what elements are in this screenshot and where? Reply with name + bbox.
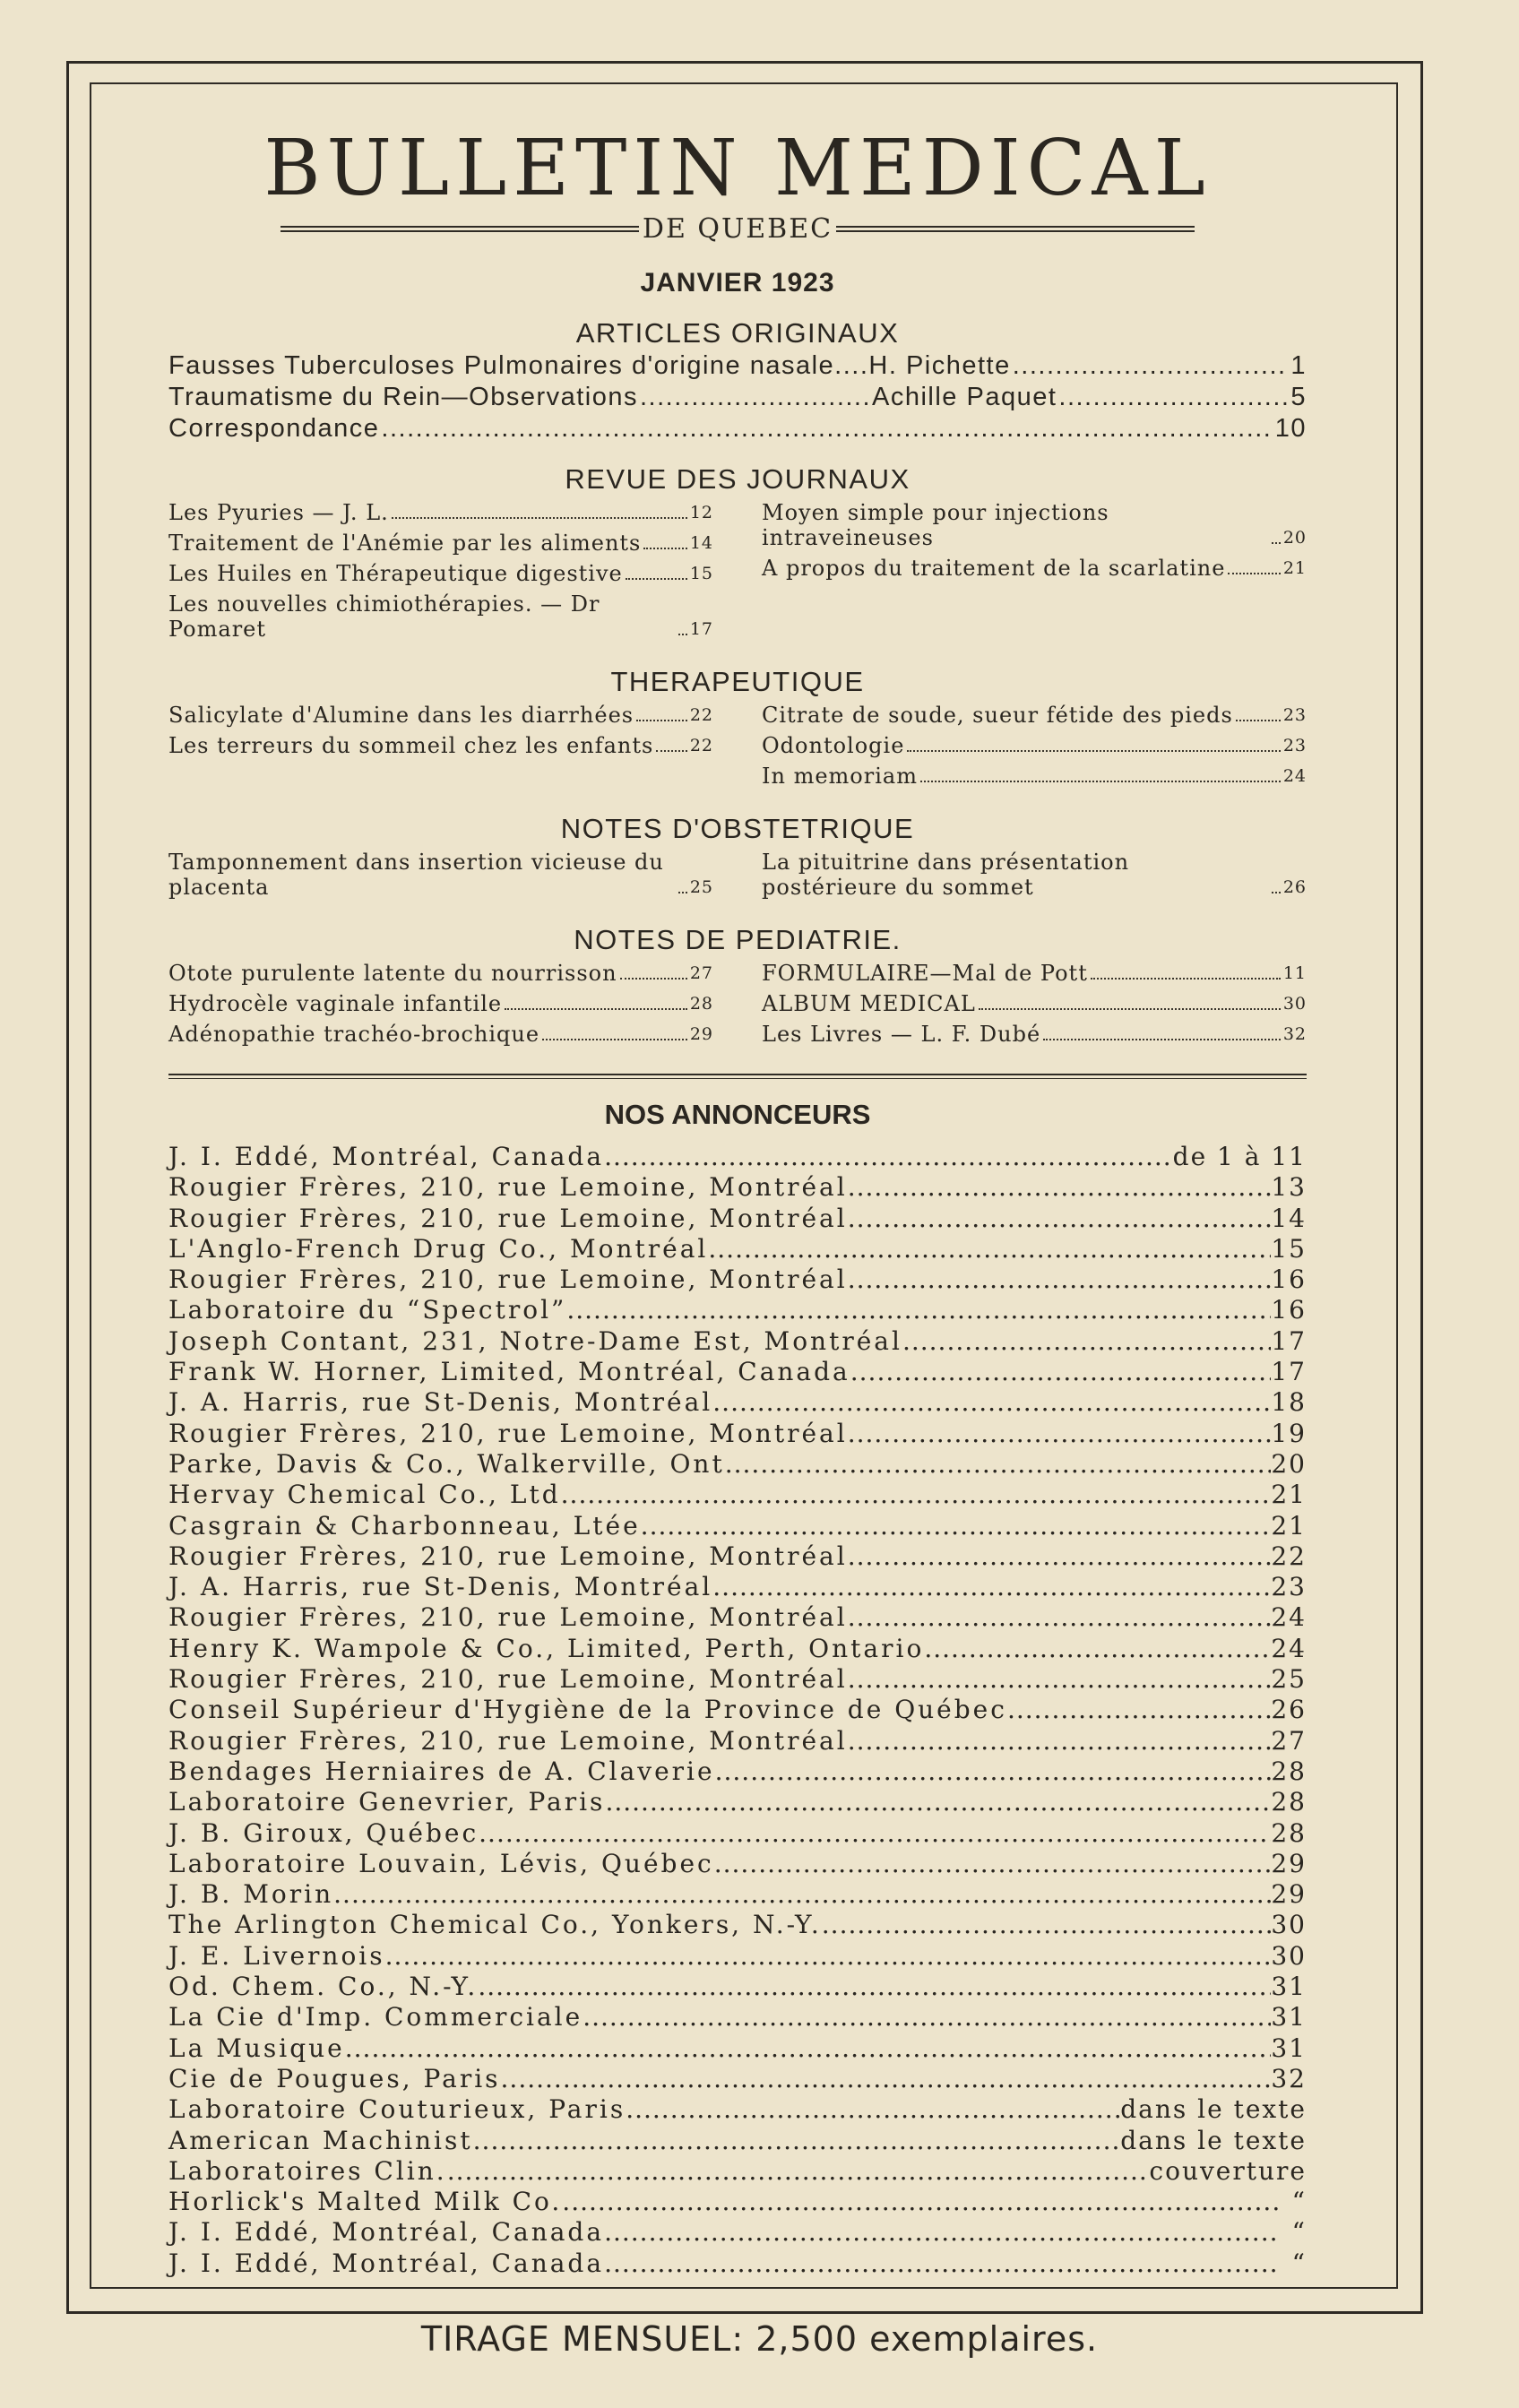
advertiser-page: 29 (1271, 1848, 1307, 1878)
advertiser-name: Laboratoires Clin. (168, 2155, 447, 2186)
advertiser-name: J. I. Eddé, Montréal, Canada (168, 2217, 605, 2248)
dot-leader (620, 978, 687, 980)
advertiser-page: “ (1291, 2187, 1307, 2217)
toc-entry (168, 1022, 713, 1047)
toc-entry (168, 413, 1307, 444)
entry-page: 26 (1282, 877, 1307, 897)
advertiser-entry (168, 1849, 1307, 1879)
advertiser-name: J. I. Eddé, Montréal, Canada (168, 2248, 605, 2278)
section-articles-heading: ARTICLES ORIGINAUX (575, 317, 900, 349)
advertiser-entry (168, 1634, 1307, 1664)
advertiser-name: Rougier Frères, 210, rue Lemoine, Montréal (168, 1264, 848, 1295)
dot-leader (562, 2187, 1280, 2217)
entry-title: Les Huiles en Thérapeutique digestive (168, 561, 623, 586)
toc-entry (762, 703, 1307, 728)
entry-page: 24 (1282, 766, 1307, 786)
rule-right (836, 226, 1195, 232)
subtitle-row (168, 213, 1307, 245)
dot-leader (848, 1419, 1272, 1449)
section-divider (168, 1074, 1307, 1079)
advertiser-page: 21 (1271, 1480, 1307, 1510)
toc-entry (762, 556, 1307, 581)
entry-title: Les Pyuries — J. L. (168, 500, 389, 525)
dot-leader (1236, 720, 1281, 721)
dot-leader (1058, 382, 1289, 413)
dot-leader (848, 1664, 1272, 1695)
advertiser-entry (168, 1726, 1307, 1756)
section-pediatrie-heading: NOTES DE PEDIATRIE. (574, 924, 902, 955)
entry-page: 22 (689, 705, 713, 725)
advertiser-page: 18 (1271, 1387, 1307, 1418)
advertiser-name: Laboratoire Genevrier, Paris (168, 1787, 606, 1817)
advertiser-entry (168, 1357, 1307, 1387)
dot-leader (640, 382, 870, 413)
entry-title: Otote purulente latente du nourrisson (168, 961, 617, 986)
entry-page: 1 (1290, 351, 1307, 380)
dot-leader (636, 720, 687, 721)
advertiser-name: Rougier Frères, 210, rue Lemoine, Montréal (168, 1725, 848, 1756)
annonceurs-heading: NOS ANNONCEURS (604, 1099, 871, 1130)
advertiser-entry (168, 2033, 1307, 2064)
advertiser-entry (168, 1818, 1307, 1849)
entry-title: Les nouvelles chimiothérapies. — Dr Pomaret (168, 591, 600, 642)
advertiser-entry (168, 1572, 1307, 1602)
pediatrie-right-column (762, 961, 1307, 1052)
advertiser-name: L'Anglo-French Drug Co., Montréal (168, 1233, 709, 1264)
advertiser-page: 22 (1271, 1541, 1307, 1571)
dot-leader (381, 413, 1273, 444)
advertiser-page: 23 (1271, 1572, 1307, 1602)
advertiser-page: 20 (1271, 1448, 1307, 1479)
advertiser-name: Laboratoire Louvain, Lévis, Québec (168, 1848, 714, 1878)
advertiser-name: Joseph Contant, 231, Notre-Dame Est, Montréal (168, 1325, 902, 1356)
therapeutique-right-column (762, 703, 1307, 794)
dot-leader (473, 2126, 1121, 2156)
toc-entry (762, 733, 1307, 758)
advertiser-entry (168, 2002, 1307, 2033)
advertiser-name: Rougier Frères, 210, rue Lemoine, Montréal (168, 1203, 848, 1233)
advertiser-entry (168, 1326, 1307, 1357)
entry-title: Odontologie (762, 733, 905, 758)
entry-title: Les terreurs du sommeil chez les enfants (168, 733, 654, 758)
entry-title: Correspondance (168, 414, 380, 443)
dot-leader (848, 1541, 1272, 1572)
advertiser-entry (168, 2217, 1307, 2248)
entry-page: 22 (689, 736, 713, 755)
advertiser-page: 24 (1271, 1602, 1307, 1633)
advertiser-entry (168, 1234, 1307, 1264)
articles-list (168, 350, 1307, 444)
advertiser-entry (168, 1941, 1307, 1972)
advertiser-name: Rougier Frères, 210, rue Lemoine, Montréal (168, 1172, 848, 1203)
revue-left-column (168, 500, 713, 647)
advertiser-entry (168, 1756, 1307, 1787)
dot-leader (643, 548, 686, 549)
advertiser-name: Horlick's Malted Milk Co. (168, 2187, 563, 2217)
advertiser-page: “ (1291, 2248, 1307, 2278)
entry-title: ALBUM MEDICAL (762, 991, 976, 1016)
advertiser-entry (168, 1511, 1307, 1541)
advertiser-page: de 1 à 11 (1172, 1142, 1307, 1171)
advertiser-name: Rougier Frères, 210, rue Lemoine, Montréal (168, 1541, 848, 1571)
dot-leader (1228, 573, 1280, 574)
annonceurs-list (168, 1142, 1307, 2279)
advertiser-entry (168, 1787, 1307, 1817)
entry-title: Les Livres — L. F. Dubé (762, 1022, 1041, 1047)
dot-leader (478, 1972, 1271, 2002)
dot-leader (604, 2248, 1280, 2279)
pediatrie-columns (168, 961, 1307, 1052)
obstetrique-left-column (168, 850, 713, 905)
toc-entry (762, 1022, 1307, 1047)
dot-leader (848, 1204, 1272, 1234)
dot-leader (848, 1264, 1272, 1295)
entry-page: 20 (1282, 528, 1307, 548)
dot-leader (907, 750, 1280, 752)
entry-page: 32 (1282, 1024, 1307, 1044)
advertiser-name: Laboratoire Couturieux, Paris (168, 2094, 626, 2125)
dot-leader (385, 1941, 1272, 1972)
dot-leader (333, 1879, 1271, 1910)
advertiser-page: 28 (1271, 1787, 1307, 1817)
dot-leader (583, 2002, 1271, 2033)
advertiser-name: J. B. Morin (168, 1879, 334, 1910)
advertiser-name: La Cie d'Imp. Commerciale (168, 2002, 583, 2033)
dot-leader (822, 1910, 1272, 1940)
dot-leader (850, 1357, 1272, 1387)
advertiser-page: 24 (1271, 1633, 1307, 1663)
dot-leader (1272, 542, 1281, 544)
dot-leader (641, 1511, 1272, 1541)
publication-subtitle: DE QUEBEC (642, 213, 833, 245)
advertiser-name: Hervay Chemical Co., Ltd (168, 1480, 561, 1510)
advertiser-name: J. E. Livernois (168, 1940, 385, 1971)
advertiser-page: dans le texte (1120, 2094, 1307, 2125)
dot-leader (848, 1172, 1272, 1203)
therapeutique-columns (168, 703, 1307, 794)
entry-page: 23 (1282, 736, 1307, 755)
dot-leader (902, 1326, 1271, 1357)
advertiser-name: Conseil Supérieur d'Hygiène de la Province de Québec (168, 1695, 1007, 1725)
advertiser-entry (168, 2126, 1307, 2156)
dot-leader (712, 1387, 1271, 1418)
entry-page: 15 (689, 564, 713, 583)
entry-page: 10 (1274, 414, 1307, 443)
entry-page: 12 (689, 503, 713, 522)
advertiser-entry (168, 1664, 1307, 1695)
advertiser-name: Rougier Frères, 210, rue Lemoine, Montréal (168, 1664, 848, 1695)
advertiser-page: 15 (1271, 1233, 1307, 1264)
dot-leader (626, 578, 687, 580)
advertiser-page: 28 (1271, 1817, 1307, 1848)
dot-leader (1091, 978, 1281, 980)
therapeutique-left-column (168, 703, 713, 794)
revue-right-column (762, 500, 1307, 647)
advertiser-name: Cie de Pougues, Paris (168, 2063, 501, 2093)
advertiser-entry (168, 1387, 1307, 1418)
entry-title: Fausses Tuberculoses Pulmonaires d'origine nasale....H. Pichette (168, 351, 1011, 380)
entry-title: Citrate de soude, sueur fétide des pieds (762, 703, 1233, 728)
advertiser-entry (168, 1142, 1307, 1172)
entry-title: Hydrocèle vaginale infantile (168, 991, 503, 1016)
dot-leader (656, 750, 686, 752)
entry-title: Salicylate d'Alumine dans les diarrhées (168, 703, 634, 728)
dot-leader (604, 2217, 1280, 2248)
toc-entry (762, 764, 1307, 789)
dot-leader (561, 1480, 1272, 1510)
advertiser-entry (168, 1480, 1307, 1510)
entry-title: Traitement de l'Anémie par les aliments (168, 531, 642, 556)
dot-leader (604, 1142, 1173, 1172)
dot-leader (678, 892, 687, 893)
advertiser-page: dans le texte (1120, 2125, 1307, 2155)
toc-entry (168, 382, 1307, 413)
dot-leader (714, 1849, 1272, 1879)
advertiser-page: 32 (1271, 2063, 1307, 2093)
advertiser-entry (168, 1204, 1307, 1234)
advertiser-name: Frank W. Horner, Limited, Montréal, Canada (168, 1357, 850, 1387)
advertiser-entry (168, 2156, 1307, 2187)
entry-page: 23 (1282, 705, 1307, 725)
toc-entry (168, 591, 713, 642)
entry-page: 30 (1282, 994, 1307, 1014)
issue-date: JANVIER 1923 (640, 268, 835, 298)
advertiser-name: Bendages Herniaires de A. Claverie (168, 1756, 715, 1786)
advertiser-name: J. I. Eddé, Montréal, Canada (168, 1142, 605, 1171)
toc-entry (168, 961, 713, 986)
entry-title: Traumatisme du Rein—Observations (168, 383, 638, 411)
dot-leader (505, 1008, 687, 1010)
advertiser-page: 19 (1271, 1418, 1307, 1448)
toc-entry (168, 703, 713, 728)
advertiser-name: Od. Chem. Co., N.-Y. (168, 1972, 479, 2002)
section-obstetrique-heading: NOTES D'OBSTETRIQUE (560, 813, 915, 844)
entry-title: Moyen simple pour injections intraveineuses (762, 500, 1109, 550)
advertiser-page: 17 (1271, 1357, 1307, 1387)
dot-leader (447, 2156, 1150, 2187)
advertiser-entry (168, 1541, 1307, 1572)
advertiser-page: 21 (1271, 1510, 1307, 1541)
advertiser-name: J. A. Harris, rue St-Denis, Montréal (168, 1387, 713, 1418)
advertiser-entry (168, 1264, 1307, 1295)
advertiser-name: American Machinist (168, 2125, 473, 2155)
advertiser-entry (168, 1910, 1307, 1940)
dot-leader (479, 1818, 1271, 1849)
advertiser-page: 25 (1271, 1664, 1307, 1695)
advertiser-entry (168, 1449, 1307, 1480)
toc-entry (168, 500, 713, 525)
advertiser-name: Casgrain & Charbonneau, Ltée (168, 1510, 641, 1541)
dot-leader (501, 2064, 1272, 2094)
advertiser-page: 16 (1271, 1264, 1307, 1295)
advertiser-entry (168, 2064, 1307, 2094)
advertiser-page: 14 (1271, 1203, 1307, 1233)
dot-leader (1272, 892, 1281, 893)
advertiser-page: 29 (1271, 1879, 1307, 1910)
dot-leader (1043, 1039, 1281, 1040)
advertiser-page: “ (1291, 2217, 1307, 2248)
advertiser-name: J. A. Harris, rue St-Denis, Montréal (168, 1572, 713, 1602)
print-run-footer: TIRAGE MENSUEL: 2,500 exemplaires. (420, 2319, 1099, 2359)
dot-leader (605, 1787, 1271, 1817)
publication-title: BULLETIN MEDICAL (263, 124, 1212, 213)
page-content (168, 125, 1307, 2279)
toc-entry (762, 961, 1307, 986)
advertiser-name: Rougier Frères, 210, rue Lemoine, Montréal (168, 1418, 848, 1448)
advertiser-page: 28 (1271, 1756, 1307, 1786)
toc-entry (762, 991, 1307, 1016)
dot-leader (678, 634, 687, 635)
entry-title: A propos du traitement de la scarlatine (762, 556, 1226, 581)
advertiser-page: 30 (1271, 1910, 1307, 1940)
advertiser-entry (168, 1972, 1307, 2002)
entry-page: 14 (689, 533, 713, 553)
entry-page: 27 (689, 963, 713, 983)
dot-leader (924, 1634, 1271, 1664)
advertiser-page: 31 (1271, 1972, 1307, 2002)
pediatrie-left-column (168, 961, 713, 1052)
dot-leader (345, 2033, 1272, 2064)
dot-leader (979, 1008, 1281, 1010)
entry-title: La pituitrine dans présentation postérieure du sommet (762, 850, 1130, 900)
dot-leader (708, 1234, 1271, 1264)
toc-entry (168, 991, 713, 1016)
advertiser-entry (168, 1602, 1307, 1633)
entry-page: 29 (689, 1024, 713, 1044)
dot-leader (712, 1572, 1271, 1602)
obstetrique-right-column (762, 850, 1307, 905)
toc-entry (168, 733, 713, 758)
advertiser-entry (168, 2094, 1307, 2125)
entry-page: 25 (689, 877, 713, 897)
entry-page: 5 (1290, 383, 1308, 411)
advertiser-name: Rougier Frères, 210, rue Lemoine, Montréal (168, 1602, 848, 1633)
toc-entry (168, 531, 713, 556)
toc-entry (168, 350, 1307, 382)
entry-title: In memoriam (762, 764, 918, 789)
dot-leader (566, 1295, 1271, 1325)
dot-leader (542, 1039, 687, 1040)
advertiser-page: 17 (1271, 1325, 1307, 1356)
entry-page: 21 (1282, 558, 1307, 578)
obstetrique-columns (168, 850, 1307, 905)
advertiser-name: Parke, Davis & Co., Walkerville, Ont (168, 1448, 725, 1479)
advertiser-page: 13 (1271, 1172, 1307, 1203)
advertiser-name: La Musique (168, 2033, 345, 2063)
entry-page: 28 (689, 994, 713, 1014)
entry-title: FORMULAIRE—Mal de Pott (762, 961, 1088, 986)
rule-left (280, 226, 639, 232)
advertiser-name: Henry K. Wampole & Co., Limited, Perth, Ontario (168, 1633, 925, 1663)
dot-leader (392, 517, 687, 519)
advertiser-name: J. B. Giroux, Québec (168, 1817, 479, 1848)
advertiser-page: 31 (1271, 2002, 1307, 2033)
entry-page: 17 (689, 619, 713, 639)
advertiser-entry (168, 1879, 1307, 1910)
advertiser-page: 27 (1271, 1725, 1307, 1756)
section-therapeutique-heading: THERAPEUTIQUE (610, 666, 865, 697)
section-revue-heading: REVUE DES JOURNAUX (565, 463, 911, 495)
advertiser-entry (168, 1172, 1307, 1203)
advertiser-page: 16 (1271, 1295, 1307, 1325)
entry-author: Achille Paquet (871, 383, 1057, 411)
toc-entry (762, 500, 1307, 550)
advertiser-entry (168, 1295, 1307, 1325)
advertiser-page: 26 (1271, 1695, 1307, 1725)
dot-leader (1013, 350, 1290, 382)
dot-leader (725, 1449, 1272, 1480)
dot-leader (848, 1726, 1272, 1756)
dot-leader (848, 1602, 1272, 1633)
dot-leader (920, 781, 1281, 782)
toc-entry (168, 850, 713, 900)
advertiser-page: couverture (1149, 2155, 1307, 2186)
advertiser-entry (168, 1695, 1307, 1725)
entry-page: 11 (1282, 963, 1307, 983)
revue-columns (168, 500, 1307, 647)
advertiser-page: 31 (1271, 2033, 1307, 2063)
toc-entry (168, 561, 713, 586)
dot-leader (1007, 1695, 1271, 1725)
toc-entry (762, 850, 1307, 900)
dot-leader (626, 2094, 1120, 2125)
advertiser-page: 30 (1271, 1940, 1307, 1971)
dot-leader (715, 1756, 1272, 1787)
advertiser-name: Laboratoire du “Spectrol” (168, 1295, 567, 1325)
entry-title: Adénopathie trachéo-brochique (168, 1022, 540, 1047)
advertiser-entry (168, 2248, 1307, 2279)
entry-title: Tamponnement dans insertion vicieuse du placenta (168, 850, 664, 900)
advertiser-name: The Arlington Chemical Co., Yonkers, N.-Y. (168, 1910, 822, 1940)
advertiser-entry (168, 2187, 1307, 2217)
advertiser-entry (168, 1419, 1307, 1449)
